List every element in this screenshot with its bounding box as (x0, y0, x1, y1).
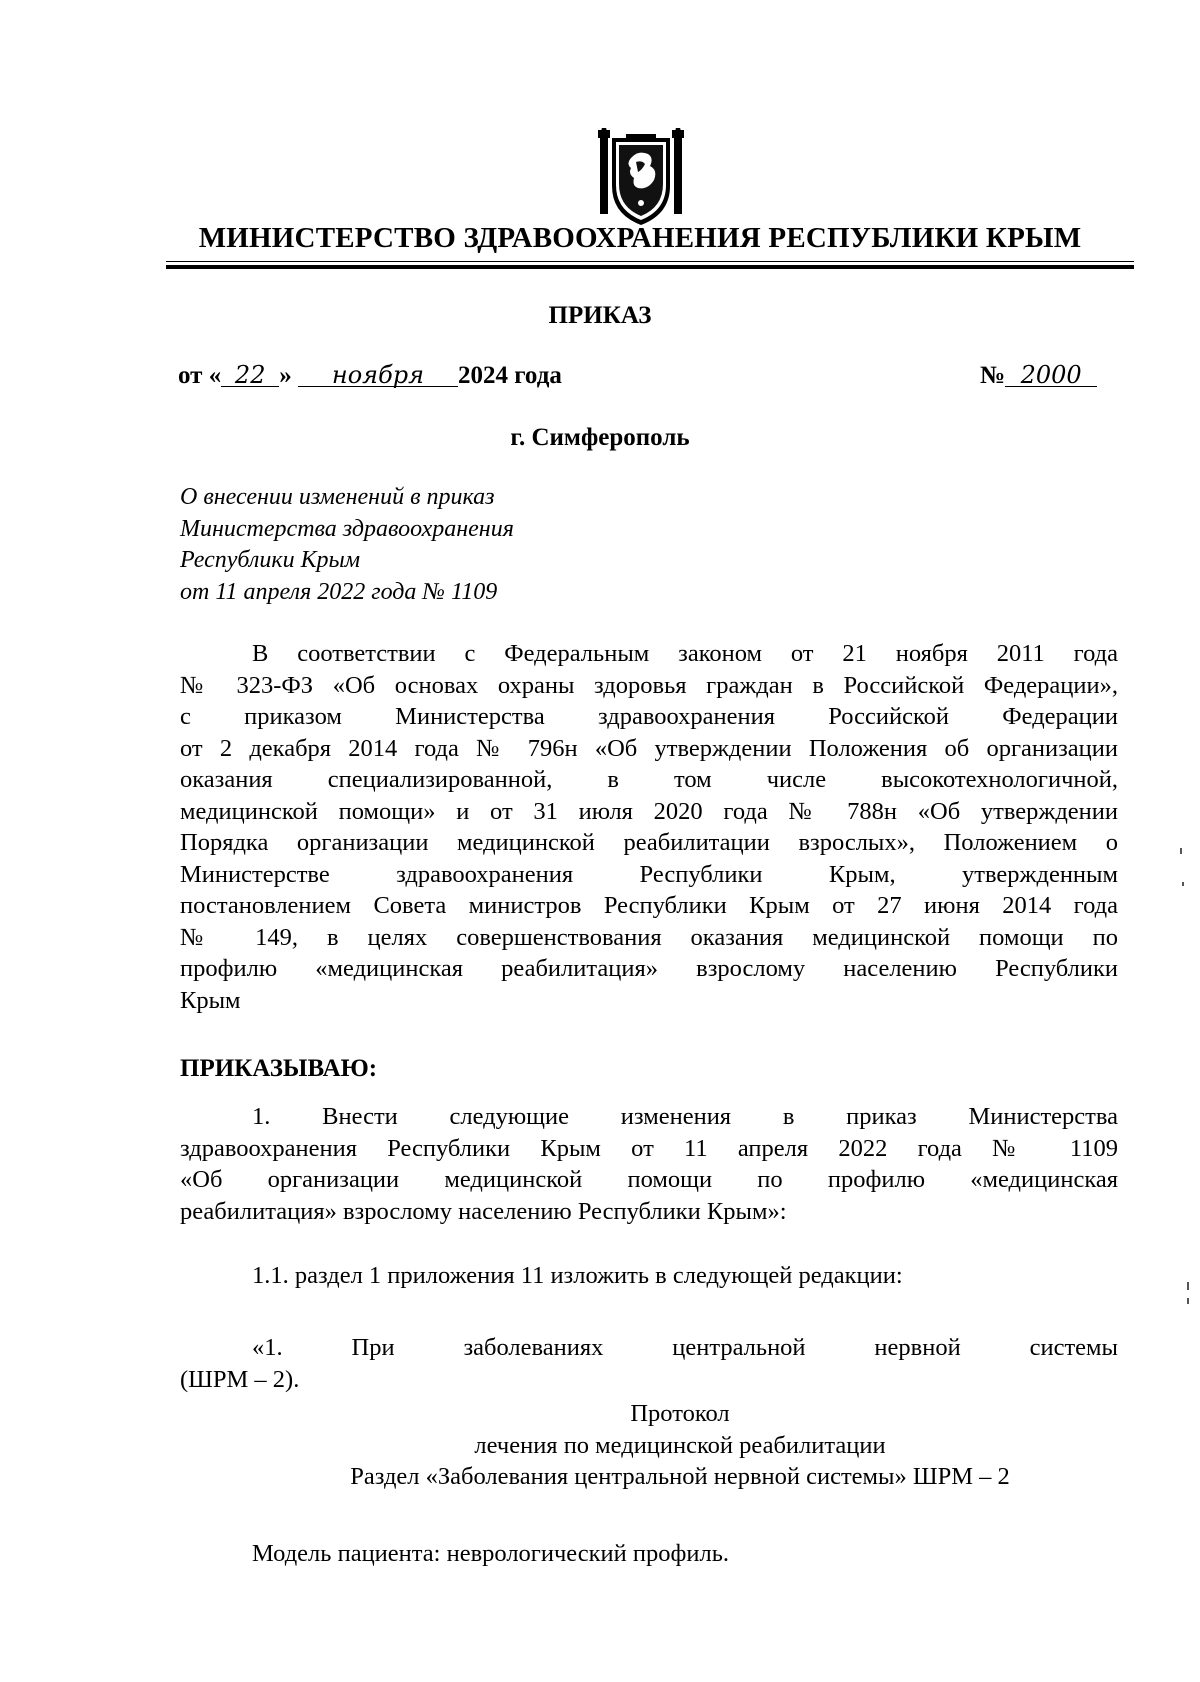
subject-line: от 11 апреля 2022 года № 1109 (180, 578, 498, 605)
item-line: «Об организации медицинской помощи по профилю «медицинская (180, 1166, 1118, 1193)
preamble-line: Министерстве здравоохранения Республики Крым, утвержденным (180, 860, 1118, 888)
scan-margin-mark (1182, 882, 1184, 886)
item-line: реабилитация» взрослому населению Республики Крым»: (180, 1197, 787, 1225)
preamble-line: В соответствии с Федеральным законом от 21 ноября 2011 года (252, 640, 1118, 667)
quoted-section-1 (180, 1332, 1118, 1395)
handwritten-number: 2000 (1005, 364, 1097, 387)
date-mid: » (279, 362, 292, 389)
preamble-line: Крым (180, 986, 241, 1014)
preamble-line: № 149, в целях совершенствования оказания медицинской помощи по (180, 923, 1118, 951)
preamble-line: Порядка организации медицинской реабилитации взрослых», Положением о (180, 829, 1118, 856)
preamble-line: с приказом Министерства здравоохранения Российской Федерации (180, 703, 1118, 730)
preamble-line: оказания специализированной, в том числе высокотехнологичной, (180, 766, 1118, 793)
date-prefix: от « (178, 362, 222, 389)
scan-margin-mark (1187, 1298, 1189, 1304)
header-divider-thin (166, 261, 1134, 262)
preamble-paragraph (180, 638, 1118, 1016)
date-year: 2024 года (457, 362, 562, 389)
protocol-line: Протокол (630, 1400, 730, 1427)
quote-line: «1. При заболеваниях центральной нервной системы (252, 1334, 1118, 1361)
subject-line: Республики Крым (180, 547, 361, 573)
order-item-1 (180, 1101, 1118, 1227)
preamble-line: № 323-ФЗ «Об основах охраны здоровья граждан в Российской Федерации», (180, 671, 1118, 699)
protocol-line: Раздел «Заболевания центральной нервной системы» ШРМ – 2 (350, 1463, 1010, 1490)
city: г. Симферополь (510, 424, 690, 451)
protocol-line: лечения по медицинской реабилитации (474, 1431, 886, 1459)
preamble-line: медицинской помощи» и от 31 июля 2020 года № 788н «Об утверждении (180, 797, 1118, 825)
header-divider-thick (166, 265, 1134, 269)
preamble-line: постановлением Совета министров Республики Крым от 27 июня 2014 года (180, 892, 1118, 919)
number-prefix: № (980, 362, 1006, 389)
order-item-1-1: 1.1. раздел 1 приложения 11 изложить в следующей редакции: (252, 1262, 903, 1289)
quote-line: (ШРМ – 2). (180, 1365, 300, 1393)
order-subject (180, 482, 514, 608)
order-number (980, 362, 1097, 390)
scan-margin-mark (1187, 1282, 1189, 1290)
preamble-line: от 2 декабря 2014 года № 796н «Об утверждении Положения об организации (180, 734, 1118, 762)
handwritten-month: ноября (298, 364, 458, 387)
handwritten-day: 22 (221, 364, 279, 387)
subject-line: О внесении изменений в приказ (180, 484, 495, 510)
order-keyword: ПРИКАЗЫВАЮ: (180, 1055, 378, 1082)
crimea-coat-of-arms-icon (598, 128, 684, 228)
scan-margin-mark (1180, 848, 1182, 854)
item-line: 1. Внести следующие изменения в приказ Министерства (252, 1103, 1118, 1130)
protocol-heading (300, 1398, 1060, 1493)
subject-line: Министерства здравоохранения (180, 515, 514, 542)
item-line: здравоохранения Республики Крым от 11 апреля 2022 года № 1109 (180, 1134, 1118, 1162)
order-date (178, 362, 562, 390)
document-type-title: ПРИКАЗ (548, 302, 652, 329)
preamble-line: профилю «медицинская реабилитация» взрослому населению Республики (180, 955, 1118, 982)
ministry-name: МИНИСТЕРСТВО ЗДРАВООХРАНЕНИЯ РЕСПУБЛИКИ КРЫМ (198, 222, 1082, 254)
patient-model: Модель пациента: неврологический профиль. (252, 1540, 730, 1567)
